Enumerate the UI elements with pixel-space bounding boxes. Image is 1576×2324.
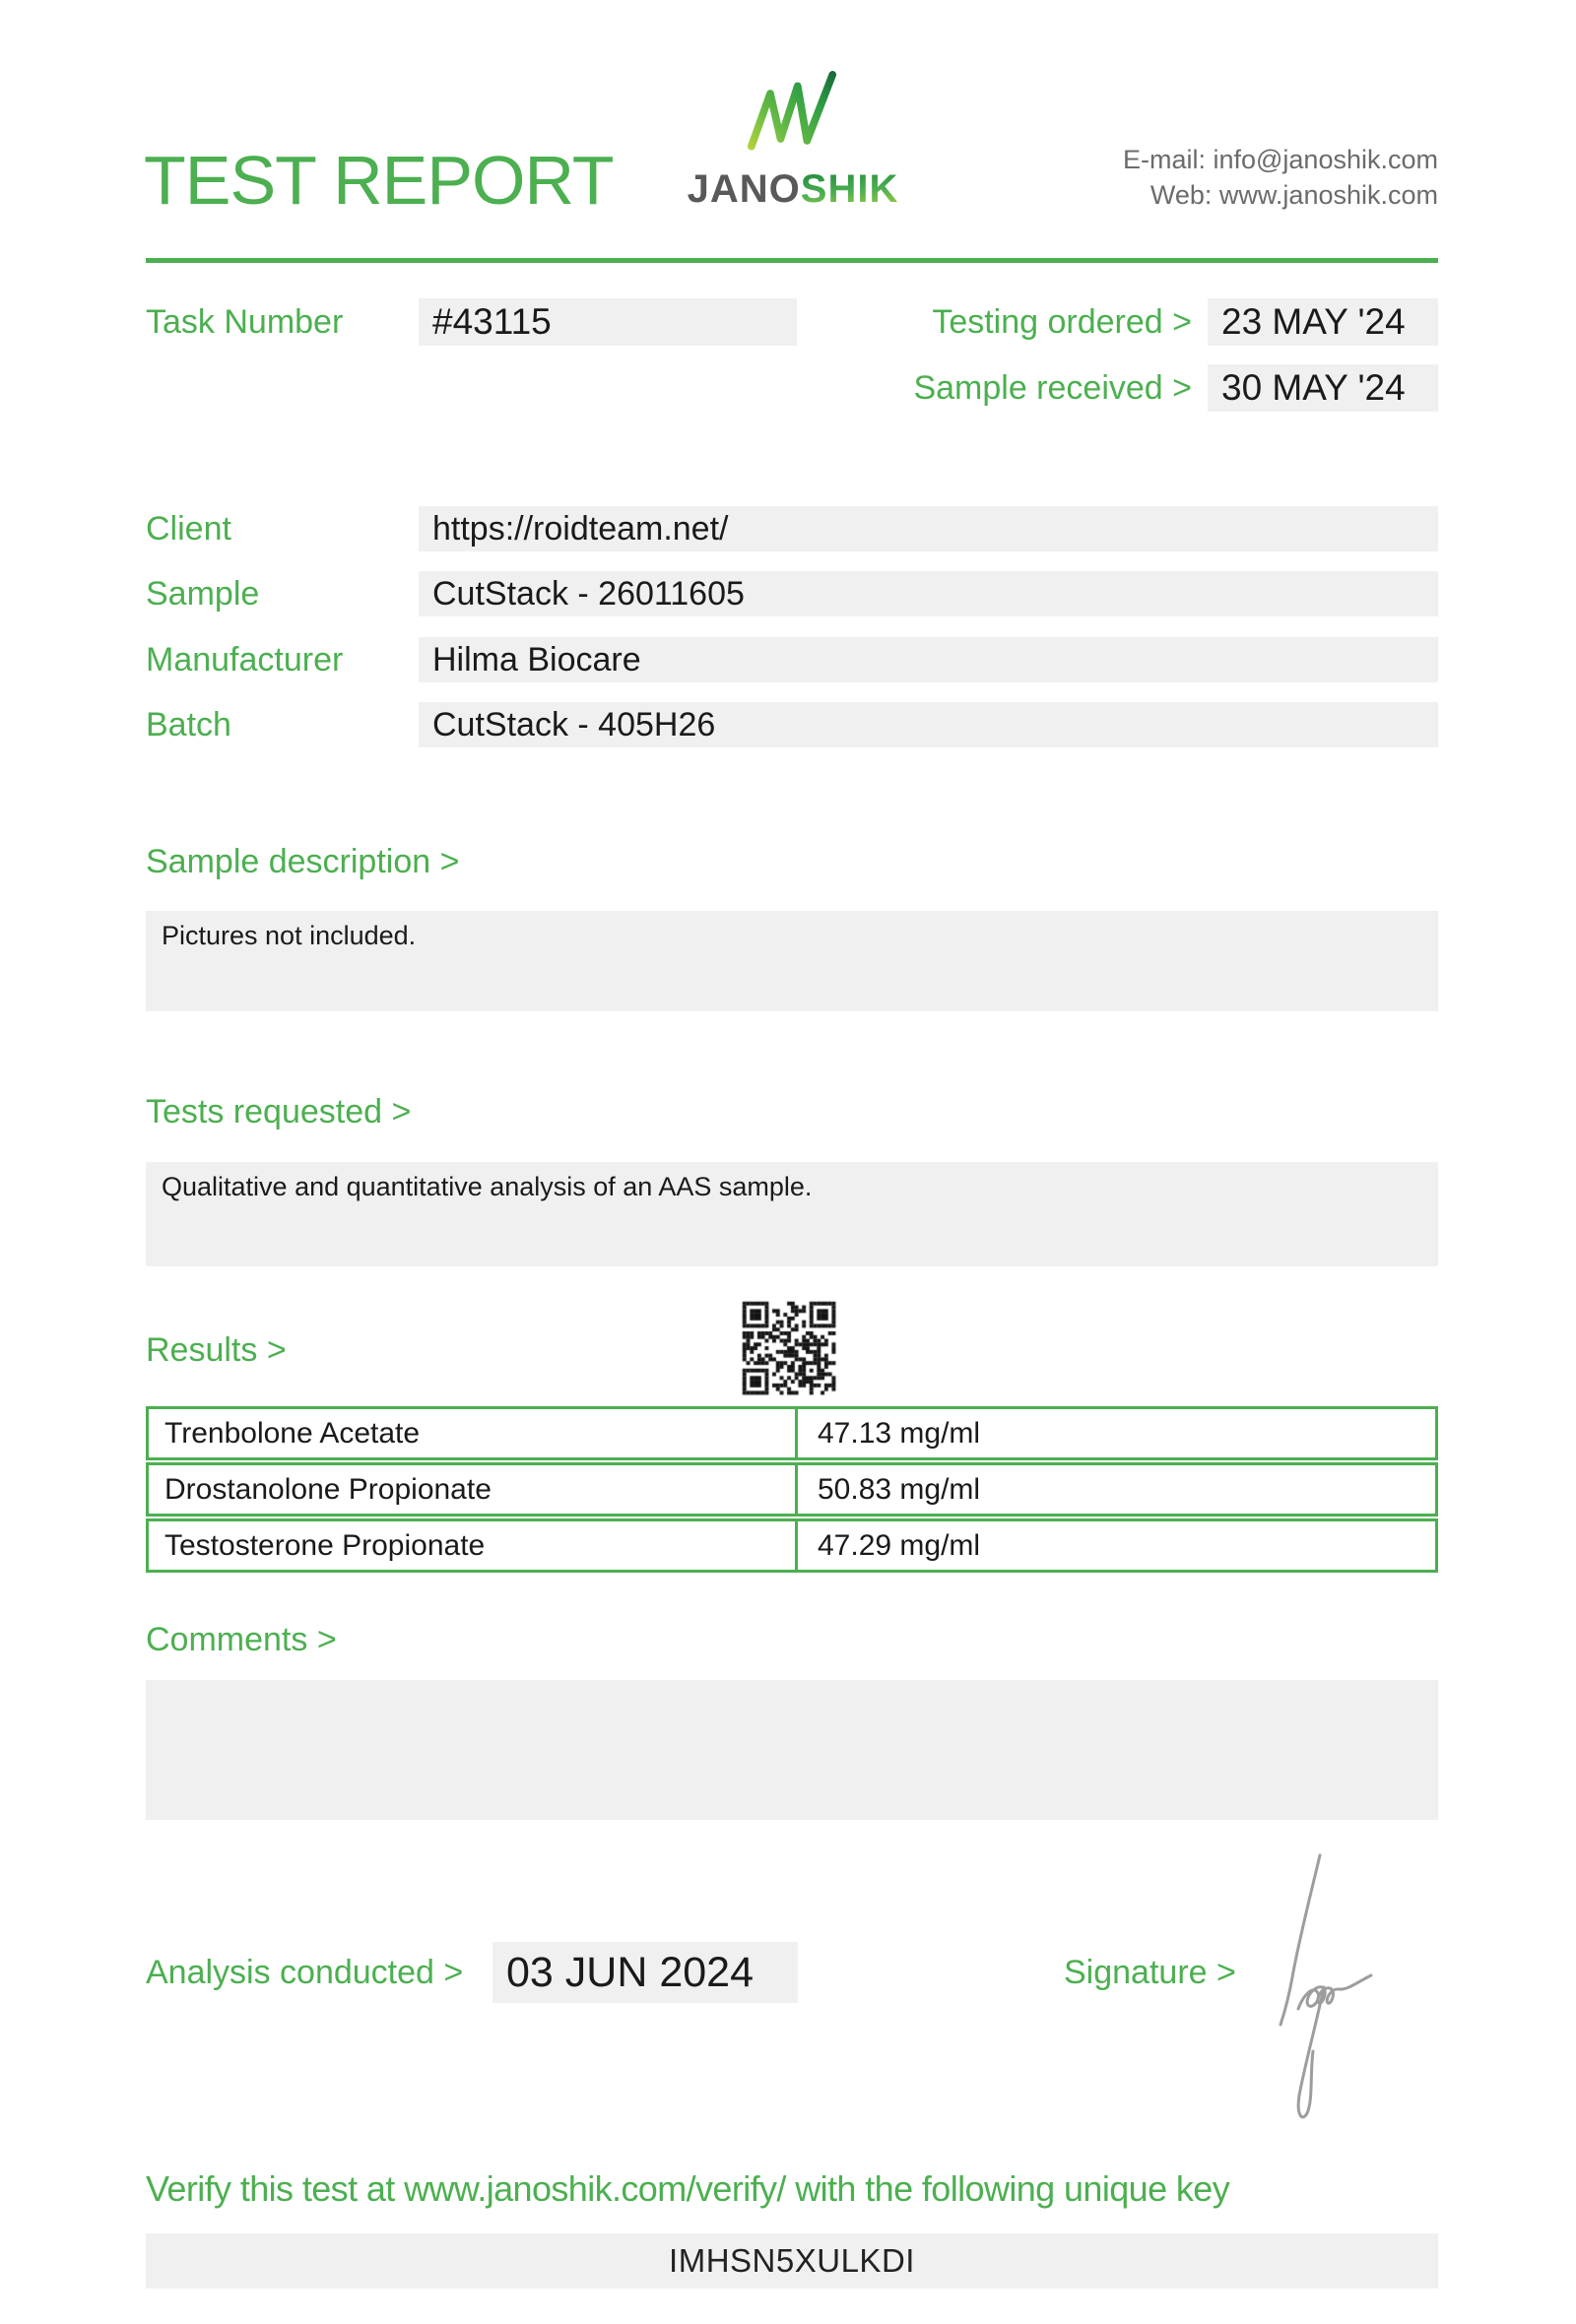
client-value: https://roidteam.net/: [432, 510, 729, 548]
signature-image: [1269, 1849, 1387, 2135]
batch-label: Batch: [146, 706, 231, 743]
page-title: TEST REPORT: [144, 142, 614, 219]
sample-value: CutStack - 26011605: [432, 575, 745, 613]
sample-description-box: [146, 911, 1438, 1011]
batch-value: CutStack - 405H26: [432, 706, 716, 743]
unique-key-value: IMHSN5XULKDI: [669, 2242, 915, 2279]
sample-description-text: Pictures not included.: [162, 921, 417, 950]
contact-web: Web: www.janoshik.com: [1149, 180, 1438, 210]
comments-box: [146, 1680, 1438, 1820]
signature-label: Signature >: [1064, 1954, 1236, 1991]
result-row: [146, 1462, 1438, 1517]
result-row: [146, 1518, 1438, 1573]
task-number-box: [419, 298, 797, 346]
brand-word-green: SHIK: [800, 167, 899, 211]
brand-wordmark: [660, 167, 926, 212]
brand-word-dark: JANO: [687, 167, 801, 211]
verify-instructions: Verify this test at www.janoshik.com/verify/ with the following unique key: [146, 2168, 1230, 2209]
testing-ordered-box: [1208, 298, 1438, 346]
analysis-date-value: 03 JUN 2024: [506, 1949, 754, 1996]
batch-value-box: [419, 702, 1438, 747]
result-row: [146, 1406, 1438, 1460]
unique-key-box: [146, 2233, 1438, 2289]
testing-ordered-value: 23 MAY '24: [1221, 301, 1406, 342]
result-value: 47.29 mg/ml: [818, 1529, 981, 1562]
testing-ordered-label: Testing ordered >: [932, 303, 1192, 341]
contact-email: E-mail: info@janoshik.com: [1122, 145, 1438, 174]
sample-description-label: Sample description >: [146, 843, 460, 880]
tests-requested-text: Qualitative and quantitative analysis of an AAS sample.: [162, 1172, 813, 1201]
analysis-conducted-label: Analysis conducted >: [146, 1954, 464, 1991]
tests-requested-label: Tests requested >: [146, 1093, 412, 1130]
header-divider: [146, 258, 1438, 263]
contact-block: [946, 142, 1438, 213]
comments-label: Comments >: [146, 1621, 337, 1658]
sample-received-value: 30 MAY '24: [1221, 367, 1406, 408]
sample-received-box: [1208, 364, 1438, 412]
tests-requested-box: [146, 1162, 1438, 1266]
comments-text: [146, 1680, 1438, 1700]
result-value: 47.13 mg/ml: [818, 1417, 981, 1450]
qr-code: [739, 1298, 839, 1398]
client-value-box: [419, 506, 1438, 551]
manufacturer-value-box: [419, 637, 1438, 682]
sample-label: Sample: [146, 575, 260, 613]
result-name: Drostanolone Propionate: [149, 1465, 798, 1514]
manufacturer-label: Manufacturer: [146, 641, 344, 678]
sample-value-box: [419, 571, 1438, 616]
sample-received-label: Sample received >: [913, 369, 1192, 407]
result-value: 50.83 mg/ml: [818, 1473, 981, 1506]
results-label: Results >: [146, 1331, 287, 1369]
result-name: Testosterone Propionate: [149, 1521, 798, 1570]
task-number-value: #43115: [432, 301, 552, 342]
task-number-label: Task Number: [146, 303, 344, 341]
manufacturer-value: Hilma Biocare: [432, 641, 641, 678]
analysis-date-box: [492, 1942, 798, 2003]
result-name: Trenbolone Acetate: [149, 1409, 798, 1457]
brand-chart-icon: [745, 71, 839, 161]
client-label: Client: [146, 510, 231, 548]
